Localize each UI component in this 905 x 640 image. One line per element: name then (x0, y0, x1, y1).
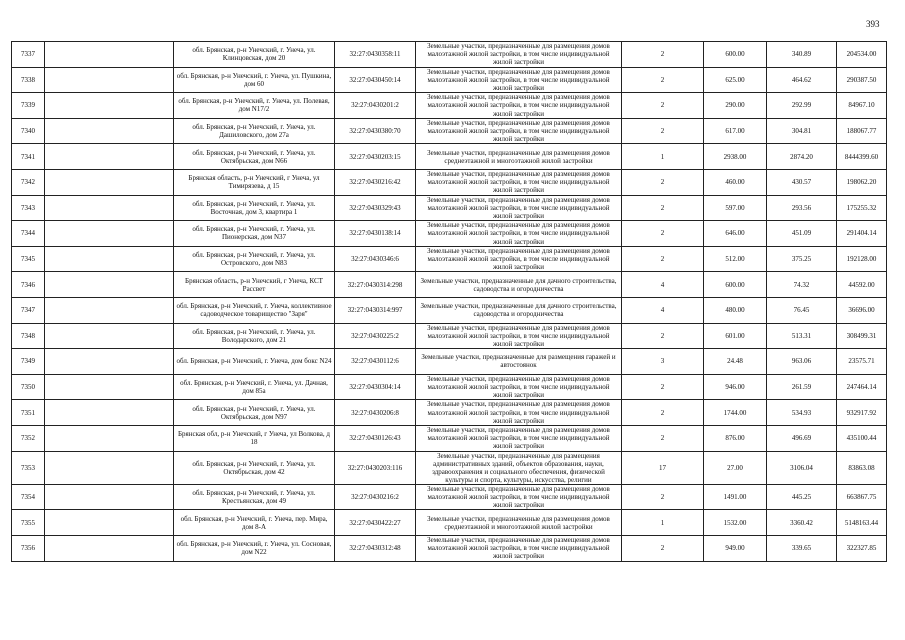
cadastral-number-cell: 32:27:0430126:43 (335, 425, 416, 451)
blank-cell (45, 451, 174, 484)
group-number-cell: 4 (622, 297, 704, 323)
address-cell: обл. Брянская, р-н Унечский, г. Унеча, ул. Дачная, дом 85а (174, 374, 335, 400)
cadastral-number-cell: 32:27:0430216:42 (335, 169, 416, 195)
specific-value-cell: 451.09 (767, 221, 837, 247)
cadastral-value-cell: 83863.08 (837, 451, 887, 484)
cadastral-number-cell: 32:27:0430112:6 (335, 349, 416, 375)
land-register-table (11, 41, 887, 562)
cadastral-number-cell: 32:27:0430138:14 (335, 221, 416, 247)
cadastral-number-cell: 32:27:0430201:2 (335, 93, 416, 119)
group-number-cell: 2 (622, 42, 704, 68)
specific-value-cell: 534.93 (767, 400, 837, 426)
specific-value-cell: 496.69 (767, 425, 837, 451)
cadastral-value-cell: 932917.92 (837, 400, 887, 426)
address-cell: обл. Брянская, р-н Унечский, г. Унеча, ул. Октябрьская, дом N66 (174, 144, 335, 170)
table-row (12, 221, 887, 247)
area-cell: 601.00 (704, 323, 767, 349)
land-purpose-cell: Земельные участки, предназначенные для размещения домов малоэтажной жилой застройки, в том числе индивидуальной жилой застройки (416, 246, 622, 272)
cadastral-number-cell: 32:27:0430450:14 (335, 67, 416, 93)
land-purpose-cell: Земельные участки, предназначенные для размещения домов малоэтажной жилой застройки, в том числе индивидуальной жилой застройки (416, 400, 622, 426)
row-number-cell: 7345 (12, 246, 45, 272)
area-cell: 24.48 (704, 349, 767, 375)
table-row (12, 67, 887, 93)
cadastral-value-cell: 23575.71 (837, 349, 887, 375)
group-number-cell: 2 (622, 425, 704, 451)
group-number-cell: 3 (622, 349, 704, 375)
cadastral-number-cell: 32:27:0430380:70 (335, 118, 416, 144)
address-cell: Брянская обл, р-н Унечский, г Унеча, ул Волкова, д 18 (174, 425, 335, 451)
blank-cell (45, 67, 174, 93)
blank-cell (45, 536, 174, 562)
area-cell: 1491.00 (704, 484, 767, 510)
land-purpose-cell: Земельные участки, предназначенные для размещения домов среднеэтажной и многоэтажной жилой застройки (416, 510, 622, 536)
table-row (12, 42, 887, 68)
land-purpose-cell: Земельные участки, предназначенные для размещения домов малоэтажной жилой застройки, в том числе индивидуальной жилой застройки (416, 536, 622, 562)
row-number-cell: 7338 (12, 67, 45, 93)
land-purpose-cell: Земельные участки, предназначенные для размещения домов малоэтажной жилой застройки, в том числе индивидуальной жилой застройки (416, 169, 622, 195)
cadastral-number-cell: 32:27:0430203:15 (335, 144, 416, 170)
row-number-cell: 7339 (12, 93, 45, 119)
table-row (12, 323, 887, 349)
blank-cell (45, 400, 174, 426)
cadastral-value-cell: 188067.77 (837, 118, 887, 144)
land-purpose-cell: Земельные участки, предназначенные для размещения административных зданий, объектов образования, науки, здравоохранения и социального обеспечения, физической культуры и спорта, культуры, искусства, религии (416, 451, 622, 484)
land-purpose-cell: Земельные участки, предназначенные для размещения домов среднеэтажной и многоэтажной жилой застройки (416, 144, 622, 170)
land-purpose-cell: Земельные участки, предназначенные для размещения домов малоэтажной жилой застройки, в том числе индивидуальной жилой застройки (416, 195, 622, 221)
table-row (12, 93, 887, 119)
address-cell: Брянская область, р-н Унечский, г Унеча, КСТ Рассвет (174, 272, 335, 298)
group-number-cell: 2 (622, 374, 704, 400)
area-cell: 646.00 (704, 221, 767, 247)
area-cell: 480.00 (704, 297, 767, 323)
blank-cell (45, 93, 174, 119)
specific-value-cell: 3106.04 (767, 451, 837, 484)
specific-value-cell: 339.65 (767, 536, 837, 562)
blank-cell (45, 349, 174, 375)
table-body (12, 42, 887, 562)
land-purpose-cell: Земельные участки, предназначенные для размещения домов малоэтажной жилой застройки, в том числе индивидуальной жилой застройки (416, 484, 622, 510)
cadastral-number-cell: 32:27:0430358:11 (335, 42, 416, 68)
cadastral-number-cell: 32:27:0430225:2 (335, 323, 416, 349)
group-number-cell: 2 (622, 221, 704, 247)
blank-cell (45, 221, 174, 247)
blank-cell (45, 484, 174, 510)
cadastral-number-cell: 32:27:0430206:8 (335, 400, 416, 426)
cadastral-value-cell: 663867.75 (837, 484, 887, 510)
blank-cell (45, 323, 174, 349)
row-number-cell: 7348 (12, 323, 45, 349)
address-cell: обл. Брянская, р-н Унечский, г. Унеча, ул. Дашиловского, дом 27а (174, 118, 335, 144)
address-cell: обл. Брянская, р-н Унечский, г. Унеча, дом бокс N24 (174, 349, 335, 375)
land-purpose-cell: Земельные участки, предназначенные для размещения домов малоэтажной жилой застройки, в том числе индивидуальной жилой застройки (416, 323, 622, 349)
address-cell: обл. Брянская, р-н Унечский, г. Унеча, ул. Октябрьская, дом 42 (174, 451, 335, 484)
cadastral-number-cell: 32:27:0430422:27 (335, 510, 416, 536)
land-purpose-cell: Земельные участки, предназначенные для размещения домов малоэтажной жилой застройки, в том числе индивидуальной жилой застройки (416, 93, 622, 119)
row-number-cell: 7353 (12, 451, 45, 484)
cadastral-number-cell: 32:27:0430312:48 (335, 536, 416, 562)
area-cell: 512.00 (704, 246, 767, 272)
cadastral-number-cell: 32:27:0430216:2 (335, 484, 416, 510)
table-row (12, 510, 887, 536)
group-number-cell: 2 (622, 93, 704, 119)
cadastral-value-cell: 290387.50 (837, 67, 887, 93)
table-row (12, 272, 887, 298)
blank-cell (45, 144, 174, 170)
land-purpose-cell: Земельные участки, предназначенные для размещения домов малоэтажной жилой застройки, в том числе индивидуальной жилой застройки (416, 221, 622, 247)
cadastral-number-cell: 32:27:0430304:14 (335, 374, 416, 400)
blank-cell (45, 374, 174, 400)
area-cell: 460.00 (704, 169, 767, 195)
cadastral-value-cell: 322327.85 (837, 536, 887, 562)
group-number-cell: 2 (622, 400, 704, 426)
table-row (12, 118, 887, 144)
group-number-cell: 17 (622, 451, 704, 484)
table-row (12, 169, 887, 195)
area-cell: 625.00 (704, 67, 767, 93)
group-number-cell: 4 (622, 272, 704, 298)
row-number-cell: 7337 (12, 42, 45, 68)
area-cell: 617.00 (704, 118, 767, 144)
specific-value-cell: 513.31 (767, 323, 837, 349)
area-cell: 2938.00 (704, 144, 767, 170)
cadastral-number-cell: 32:27:0430203:116 (335, 451, 416, 484)
blank-cell (45, 246, 174, 272)
group-number-cell: 1 (622, 144, 704, 170)
land-purpose-cell: Земельные участки, предназначенные для дачного строительства, садоводства и огородничества (416, 272, 622, 298)
area-cell: 290.00 (704, 93, 767, 119)
row-number-cell: 7343 (12, 195, 45, 221)
cadastral-value-cell: 44592.00 (837, 272, 887, 298)
cadastral-number-cell: 32:27:0430346:6 (335, 246, 416, 272)
area-cell: 600.00 (704, 42, 767, 68)
row-number-cell: 7356 (12, 536, 45, 562)
land-purpose-cell: Земельные участки, предназначенные для размещения домов малоэтажной жилой застройки, в том числе индивидуальной жилой застройки (416, 42, 622, 68)
cadastral-number-cell: 32:27:0430329:43 (335, 195, 416, 221)
blank-cell (45, 195, 174, 221)
page-number: 393 (866, 19, 880, 29)
table-row (12, 374, 887, 400)
cadastral-number-cell: 32:27:0430314:997 (335, 297, 416, 323)
specific-value-cell: 2874.20 (767, 144, 837, 170)
land-purpose-cell: Земельные участки, предназначенные для размещения домов малоэтажной жилой застройки, в том числе индивидуальной жилой застройки (416, 425, 622, 451)
specific-value-cell: 430.57 (767, 169, 837, 195)
blank-cell (45, 118, 174, 144)
table-row (12, 536, 887, 562)
group-number-cell: 2 (622, 67, 704, 93)
land-purpose-cell: Земельные участки, предназначенные для размещения домов малоэтажной жилой застройки, в том числе индивидуальной жилой застройки (416, 374, 622, 400)
area-cell: 1532.00 (704, 510, 767, 536)
area-cell: 949.00 (704, 536, 767, 562)
cadastral-value-cell: 36696.00 (837, 297, 887, 323)
specific-value-cell: 340.89 (767, 42, 837, 68)
address-cell: обл. Брянская, р-н Унечский, г. Унеча, ул. Восточная, дом 3, квартира 1 (174, 195, 335, 221)
table-row (12, 195, 887, 221)
specific-value-cell: 445.25 (767, 484, 837, 510)
address-cell: обл. Брянская, р-н Унечский, г. Унеча, ул. Володарского, дом 21 (174, 323, 335, 349)
specific-value-cell: 292.99 (767, 93, 837, 119)
specific-value-cell: 3360.42 (767, 510, 837, 536)
land-purpose-cell: Земельные участки, предназначенные для размещения домов малоэтажной жилой застройки, в том числе индивидуальной жилой застройки (416, 67, 622, 93)
table-row (12, 451, 887, 484)
address-cell: Брянская область, р-н Унечский, г Унеча, ул Тимирязева, д 15 (174, 169, 335, 195)
table-row (12, 400, 887, 426)
cadastral-value-cell: 84967.10 (837, 93, 887, 119)
address-cell: обл. Брянская, р-н Унечский, г. Унеча, ул. Октябрьская, дом N97 (174, 400, 335, 426)
cadastral-value-cell: 291404.14 (837, 221, 887, 247)
blank-cell (45, 425, 174, 451)
area-cell: 946.00 (704, 374, 767, 400)
blank-cell (45, 297, 174, 323)
cadastral-value-cell: 204534.00 (837, 42, 887, 68)
area-cell: 600.00 (704, 272, 767, 298)
area-cell: 597.00 (704, 195, 767, 221)
land-purpose-cell: Земельные участки, предназначенные для размещения домов малоэтажной жилой застройки, в том числе индивидуальной жилой застройки (416, 118, 622, 144)
area-cell: 876.00 (704, 425, 767, 451)
group-number-cell: 2 (622, 536, 704, 562)
row-number-cell: 7346 (12, 272, 45, 298)
row-number-cell: 7350 (12, 374, 45, 400)
group-number-cell: 2 (622, 118, 704, 144)
address-cell: обл. Брянская, р-н Унечский, г. Унеча, ул. Полевая, дом N17/2 (174, 93, 335, 119)
table-row (12, 144, 887, 170)
blank-cell (45, 272, 174, 298)
group-number-cell: 2 (622, 169, 704, 195)
cadastral-value-cell: 5148163.44 (837, 510, 887, 536)
address-cell: обл. Брянская, р-н Унечский, г. Унеча, коллективное садоводческое товарищество "Заря" (174, 297, 335, 323)
group-number-cell: 2 (622, 246, 704, 272)
blank-cell (45, 169, 174, 195)
area-cell: 27.00 (704, 451, 767, 484)
table-row (12, 246, 887, 272)
address-cell: обл. Брянская, р-н Унечский, г. Унеча, ул. Островского, дом N83 (174, 246, 335, 272)
address-cell: обл. Брянская, р-н Унечский, г. Унеча, ул. Пушкина, дом 60 (174, 67, 335, 93)
specific-value-cell: 76.45 (767, 297, 837, 323)
cadastral-value-cell: 435100.44 (837, 425, 887, 451)
table-row (12, 425, 887, 451)
area-cell: 1744.00 (704, 400, 767, 426)
group-number-cell: 2 (622, 484, 704, 510)
row-number-cell: 7349 (12, 349, 45, 375)
address-cell: обл. Брянская, р-н Унечский, г. Унеча, пер. Мира, дом 8-А (174, 510, 335, 536)
group-number-cell: 2 (622, 323, 704, 349)
row-number-cell: 7341 (12, 144, 45, 170)
cadastral-value-cell: 247464.14 (837, 374, 887, 400)
cadastral-value-cell: 175255.32 (837, 195, 887, 221)
address-cell: обл. Брянская, р-н Унечский, г. Унеча, ул. Крестьянская, дом 49 (174, 484, 335, 510)
table-row (12, 484, 887, 510)
group-number-cell: 1 (622, 510, 704, 536)
table-row (12, 297, 887, 323)
land-purpose-cell: Земельные участки, предназначенные для дачного строительства, садоводства и огородничества (416, 297, 622, 323)
row-number-cell: 7355 (12, 510, 45, 536)
table-row (12, 349, 887, 375)
specific-value-cell: 293.56 (767, 195, 837, 221)
row-number-cell: 7352 (12, 425, 45, 451)
address-cell: обл. Брянская, р-н Унечский, г. Унеча, ул. Сосновая, дом N22 (174, 536, 335, 562)
address-cell: обл. Брянская, р-н Унечский, г. Унеча, ул. Пионерская, дом N37 (174, 221, 335, 247)
row-number-cell: 7351 (12, 400, 45, 426)
specific-value-cell: 74.32 (767, 272, 837, 298)
cadastral-value-cell: 308499.31 (837, 323, 887, 349)
cadastral-value-cell: 8444399.60 (837, 144, 887, 170)
row-number-cell: 7354 (12, 484, 45, 510)
group-number-cell: 2 (622, 195, 704, 221)
cadastral-value-cell: 198062.20 (837, 169, 887, 195)
specific-value-cell: 375.25 (767, 246, 837, 272)
cadastral-value-cell: 192128.00 (837, 246, 887, 272)
specific-value-cell: 304.81 (767, 118, 837, 144)
row-number-cell: 7344 (12, 221, 45, 247)
cadastral-number-cell: 32:27:0430314:298 (335, 272, 416, 298)
specific-value-cell: 261.59 (767, 374, 837, 400)
blank-cell (45, 42, 174, 68)
row-number-cell: 7340 (12, 118, 45, 144)
specific-value-cell: 963.06 (767, 349, 837, 375)
specific-value-cell: 464.62 (767, 67, 837, 93)
blank-cell (45, 510, 174, 536)
row-number-cell: 7347 (12, 297, 45, 323)
address-cell: обл. Брянская, р-н Унечский, г. Унеча, ул. Клинцовская, дом 20 (174, 42, 335, 68)
land-purpose-cell: Земельные участки, предназначенные для размещения гаражей и автостоянок (416, 349, 622, 375)
row-number-cell: 7342 (12, 169, 45, 195)
